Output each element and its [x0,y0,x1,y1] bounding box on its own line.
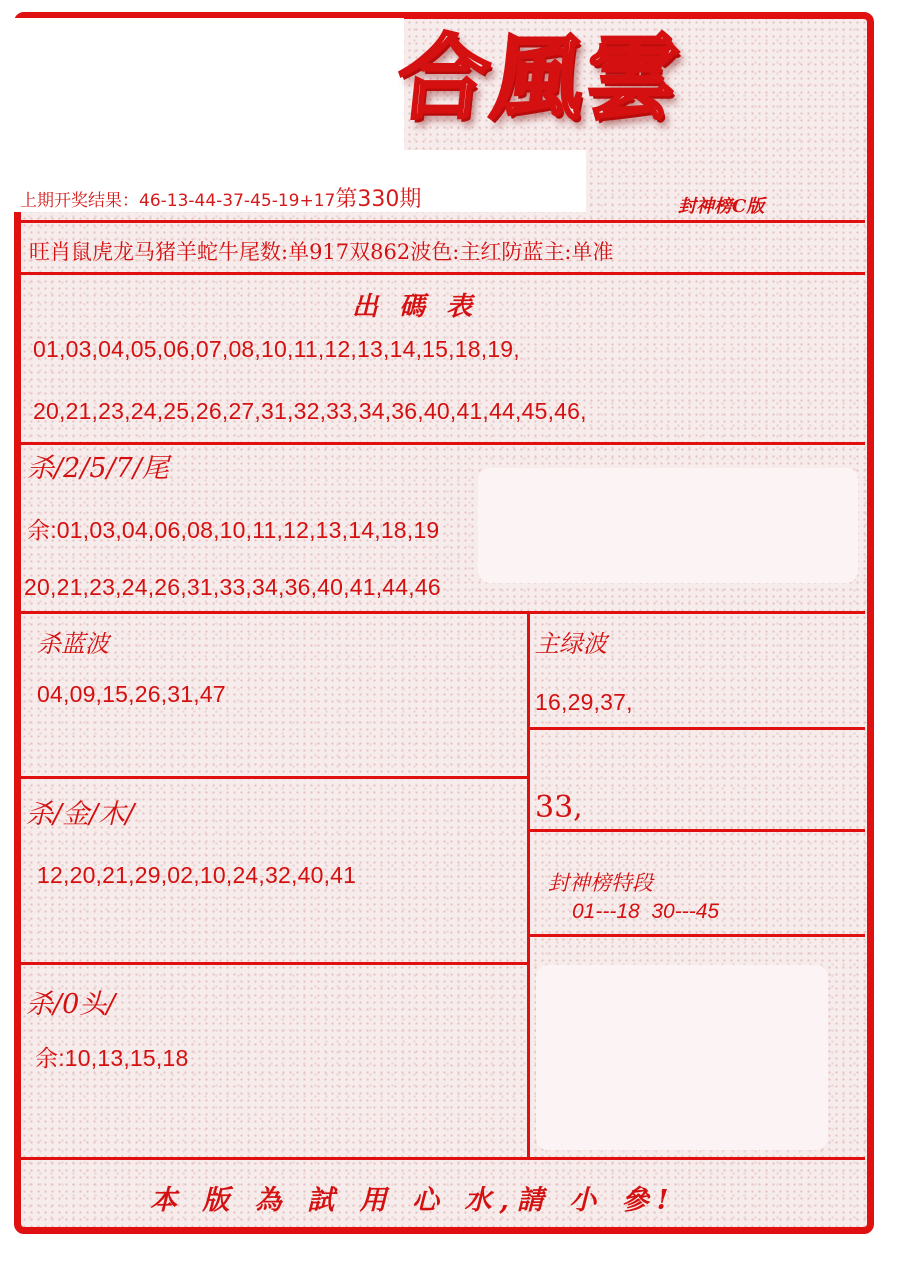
previous-result-line [20,182,421,213]
divider-header [19,220,865,223]
kill-tail-line-2: 20,21,23,24,26,31,33,34,36,40,41,44,46 [24,574,441,600]
code-table-title: 出 碼 表 [352,292,479,322]
edition-label: 封神榜C版 [678,196,765,217]
issue-number: 第330期 [335,187,422,212]
kill-metal-wood-title: 杀/金/木/ [26,799,135,830]
faded-patch-killtail [478,468,858,583]
kill-blue-numbers: 04,09,15,26,31,47 [37,681,226,707]
code-table-line-1: 01,03,04,05,06,07,08,10,11,12,13,14,15,18,19, [33,336,520,362]
main-green-numbers: 16,29,37, [535,689,633,715]
footer-note: 本 版 為 試 用 心 水,請 小 參! [150,1185,677,1216]
info-line: 旺肖鼠虎龙马猪羊蛇牛尾数:单917双862波色:主红防蓝主:单准 [29,240,614,264]
previous-result-numbers: 46-13-44-37-45-19+17 [139,191,336,211]
kill-metal-wood-numbers: 12,20,21,29,02,10,24,32,40,41 [37,862,357,888]
kill-zero-head-numbers: 余:10,13,15,18 [35,1045,189,1071]
main-green-title: 主绿波 [535,630,607,658]
logo-title: 合風雲 [392,24,686,132]
divider-vertical [527,611,530,1158]
special-segment-ranges: 01---18 30---45 [572,900,720,923]
divider-footer [19,1157,865,1160]
divider-codetable [19,442,865,445]
previous-result-label: 上期开奖结果： [20,191,139,211]
kill-tail-line-1: 余:01,03,04,06,08,10,11,12,13,14,18,19 [27,517,440,543]
divider-right-1 [527,727,865,730]
divider-info [19,272,865,275]
code-table-line-2: 20,21,23,24,25,26,27,31,32,33,34,36,40,41,44,45,46, [33,398,587,424]
special-segment-title: 封神榜特段 [548,871,653,895]
single-number: 33, [535,790,583,825]
faded-patch-lower-right [536,965,828,1150]
divider-right-3 [527,934,865,937]
divider-left-1 [19,776,529,779]
divider-killtail [19,611,865,614]
kill-blue-title: 杀蓝波 [37,630,109,658]
kill-zero-head-title: 杀/0头/ [26,989,116,1020]
divider-left-2 [19,962,529,965]
divider-right-2 [527,829,865,832]
kill-tail-title: 杀/2/5/7/尾 [27,453,169,484]
